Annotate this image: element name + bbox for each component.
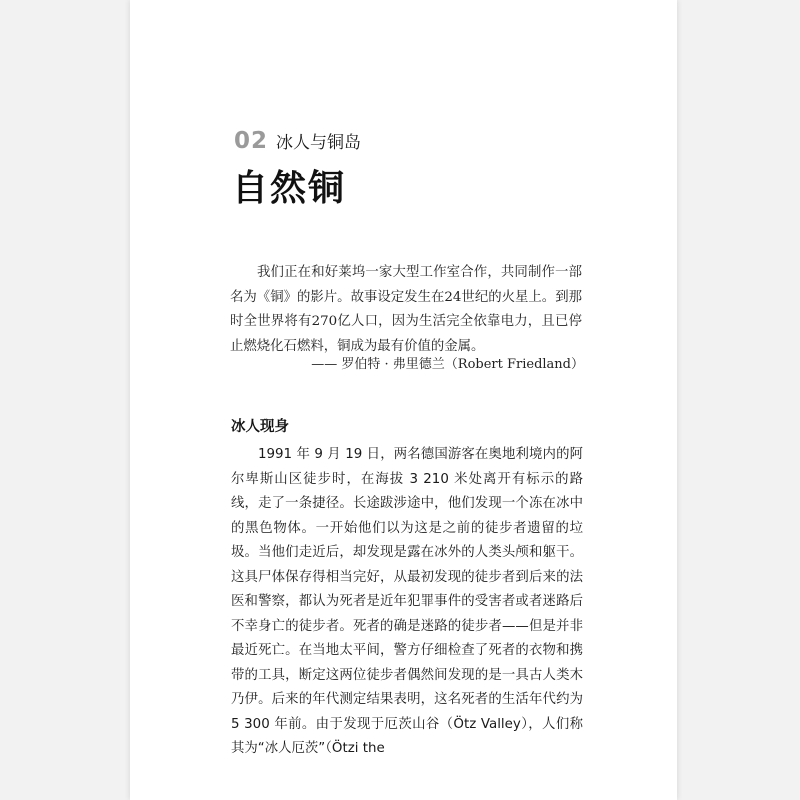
chapter-heading (234, 128, 361, 154)
chapter-name: 冰人与铜岛 (276, 133, 362, 153)
section-title: 自然铜 (232, 168, 347, 209)
book-page (130, 0, 677, 800)
subsection-heading: 冰人现身 (231, 419, 289, 435)
body-paragraph: 1991 年 9 月 19 日，两名德国游客在奥地利境内的阿尔卑斯山区徒步时，在海拔 3 210 米处离开有标示的路线，走了一条捷径。长途跋涉途中，他们发现一个冻在冰中的黑色物体。一开始他们以为这是之前的徒步者遗留的垃圾。当他们走近后，却发现是露在冰外的人类头颅和躯干。这具尸体保存得相当完好，从最初发现的徒步者到后来的法医和警察，都认为死者是近年犯罪事件的受害者或者迷路后不幸身亡的徒步者。死者的确是迷路的徒步者——但是并非最近死亡。在当地太平间，警方仔细检查了死者的衣物和携带的工具，断定这两位徒步者偶然间发现的是一具古人类木乃伊。后来的年代测定结果表明，这名死者的生活年代约为 5 300 年前。由于发现于厄茨山谷（Ötz Valley），人们称其为“冰人厄茨”（Ötzi the (231, 447, 583, 756)
chapter-number: 02 (234, 128, 269, 154)
epigraph-quote: 我们正在和好莱坞一家大型工作室合作，共同制作一部名为《铜》的影片。故事设定发生在24世纪的火星上。到那时全世界将有270亿人口，因为生活完全依靠电力，且已停止燃烧化石燃料，铜成为最有价值的金属。 (230, 265, 582, 354)
epigraph-attribution: —— 罗伯特 · 弗里德兰（Robert Friedland） (311, 357, 584, 372)
